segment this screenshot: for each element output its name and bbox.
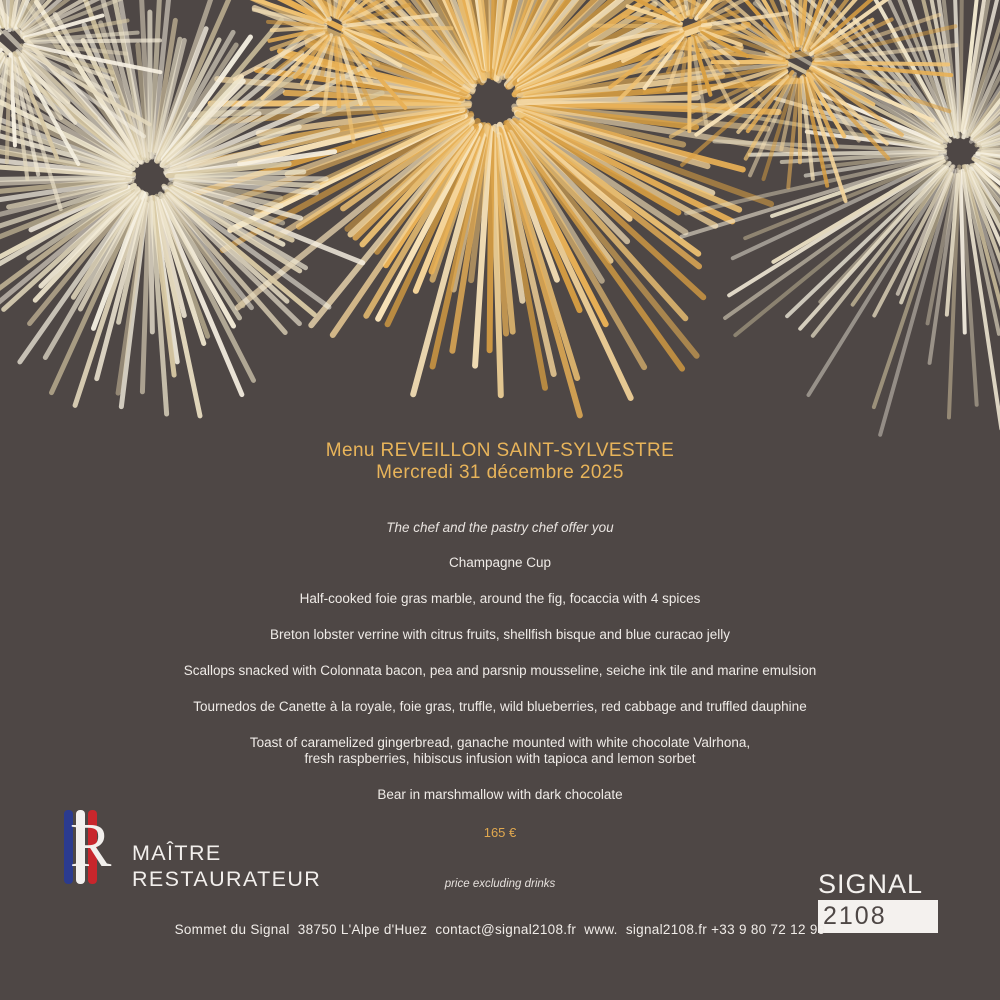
footer-address: Sommet du Signal 38750 L'Alpe d'Huez — [174, 922, 428, 937]
signal-wordmark: SIGNAL — [818, 869, 924, 899]
dessert-line-1: Toast of caramelized gingerbread, ganache mounted with white chocolate Valrhona, — [249, 735, 751, 750]
title-line-1: Menu REVEILLON SAINT-SYLVESTRE — [325, 440, 675, 461]
chef-intro: The chef and the pastry chef offer you — [386, 520, 614, 535]
signal-number-block: 2108 — [818, 900, 938, 933]
maitre-monogram: R — [70, 812, 112, 880]
course-item: Breton lobster verrine with citrus fruits, shellfish bisque and blue curacao jelly — [270, 627, 730, 642]
dessert-line-2: fresh raspberries, hibiscus infusion with tapioca and lemon sorbet — [304, 751, 696, 766]
title-line-2: Mercredi 31 décembre 2025 — [376, 462, 624, 483]
fireworks-decoration — [0, 0, 1000, 470]
course-item: Tournedos de Canette à la royale, foie gras, truffle, wild blueberries, red cabbage and truffled dauphine — [193, 699, 807, 714]
footer-website[interactable]: www. signal2108.fr — [584, 922, 708, 937]
maitre-word-line-1: MAÎTRE — [132, 841, 222, 865]
maitre-restaurateur-logo — [60, 810, 360, 900]
footer-contact — [0, 922, 1000, 937]
footer-phone: +33 9 80 72 12 99 — [711, 922, 826, 937]
course-item: Half-cooked foie gras marble, around the fig, focaccia with 4 spices — [299, 591, 701, 606]
menu-price: 165 € — [483, 825, 517, 840]
price-note: price excluding drinks — [444, 878, 556, 890]
course-item: Champagne Cup — [448, 555, 552, 570]
french-flag-icon — [60, 810, 122, 884]
dessert-item — [0, 735, 1000, 767]
footer-email[interactable]: contact@signal2108.fr — [435, 922, 577, 937]
maitre-word-line-2: RESTAURATEUR — [132, 867, 322, 891]
page-title — [0, 440, 1000, 484]
course-item: Scallops snacked with Colonnata bacon, pea and parsnip mousseline, seiche ink tile and marine emulsion — [183, 663, 817, 678]
maitre-wordmark — [132, 840, 321, 892]
final-course-item: Bear in marshmallow with dark chocolate — [377, 787, 623, 802]
